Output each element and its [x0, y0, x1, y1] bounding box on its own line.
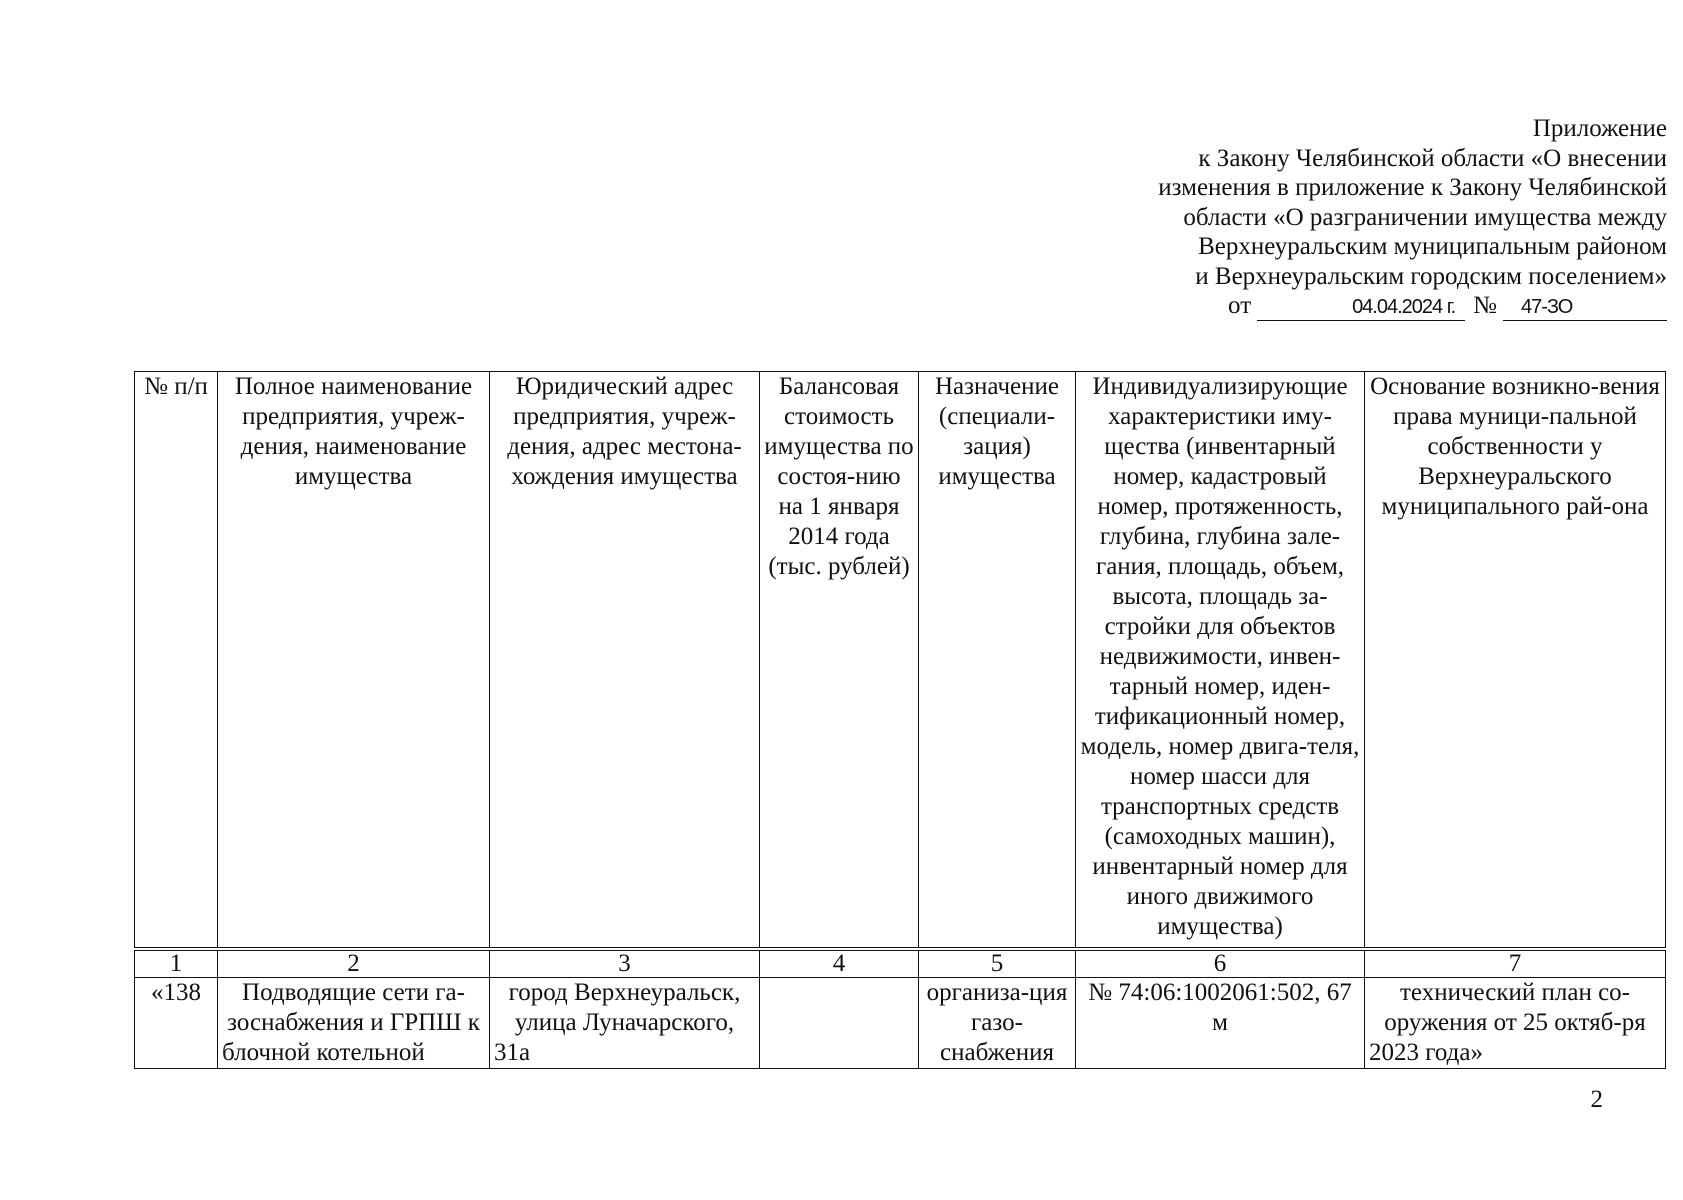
appendix-line: изменения в приложение к Закону Челябинской	[1158, 174, 1667, 201]
column-number-row	[135, 949, 1666, 978]
appendix-line: области «О разграничении имущества между	[1183, 203, 1667, 231]
column-number: 4	[760, 949, 919, 978]
row-number: «138	[135, 978, 218, 1069]
column-number: 3	[490, 949, 760, 978]
law-number: 47-ЗО	[1503, 294, 1667, 321]
header-purpose: Назначение (специали-зация) имущества	[919, 372, 1076, 950]
row-characteristics: № 74:06:1002061:502, 67 м	[1076, 978, 1365, 1069]
document-reference	[1027, 291, 1667, 321]
header-address: Юридический адрес предприятия, учреж-дения, адрес местона-хождения имущества	[490, 372, 760, 950]
column-number: 6	[1076, 949, 1365, 978]
column-number: 7	[1365, 949, 1666, 978]
column-number: 2	[218, 949, 490, 978]
appendix-line: к Закону Челябинской области «О внесении	[1198, 144, 1667, 172]
appendix-line: Верхнеуральским муниципальным районом	[1198, 233, 1667, 260]
row-balance	[760, 978, 919, 1069]
row-purpose: организа-ция газо-снабжения	[919, 978, 1076, 1069]
header-number: № п/п	[135, 372, 218, 950]
row-name: Подводящие сети га-зоснабжения и ГРПШ к блочной котельной	[218, 978, 490, 1069]
row-basis: технический план со-оружения от 25 октяб-ря 2023 года»	[1365, 978, 1666, 1069]
row-address: город Верхнеуральск, улица Луначарского, 31а	[490, 978, 760, 1069]
header-characteristics: Индивидуализирующие характеристики иму-щества (инвентарный номер, кадастровый номер, протяженность, глубина, глубина зале-гания, площадь, объем, высота, площадь за-стройки для объектов недвижимости, инвен-тарный номер, иден-тификационный номер, модель, номер двига-теля, номер шасси для транспортных средств (самоходных машин), инвентарный номер для иного движимого имущества)	[1076, 372, 1365, 950]
property-table	[134, 371, 1666, 1069]
header-balance: Балансовая стоимость имущества по состоя-нию на 1 января 2014 года (тыс. рублей)	[760, 372, 919, 950]
column-number: 5	[919, 949, 1076, 978]
header-name: Полное наименование предприятия, учреж-дения, наименование имущества	[218, 372, 490, 950]
header-basis: Основание возникно-вения права муници-пальной собственности у Верхнеуральского муниципального рай-она	[1365, 372, 1666, 950]
number-label: №	[1473, 292, 1497, 319]
page-number: 2	[1590, 1086, 1603, 1113]
column-number: 1	[135, 949, 218, 978]
table-row	[135, 978, 1666, 1069]
from-label: от	[1228, 292, 1252, 319]
appendix-line: и Верхнеуральским городским поселением»	[1195, 262, 1667, 290]
header-row	[135, 372, 1666, 950]
appendix-title: Приложение	[1532, 115, 1667, 142]
law-date: 04.04.2024 г.	[1257, 294, 1465, 321]
appendix-header	[1027, 114, 1667, 321]
